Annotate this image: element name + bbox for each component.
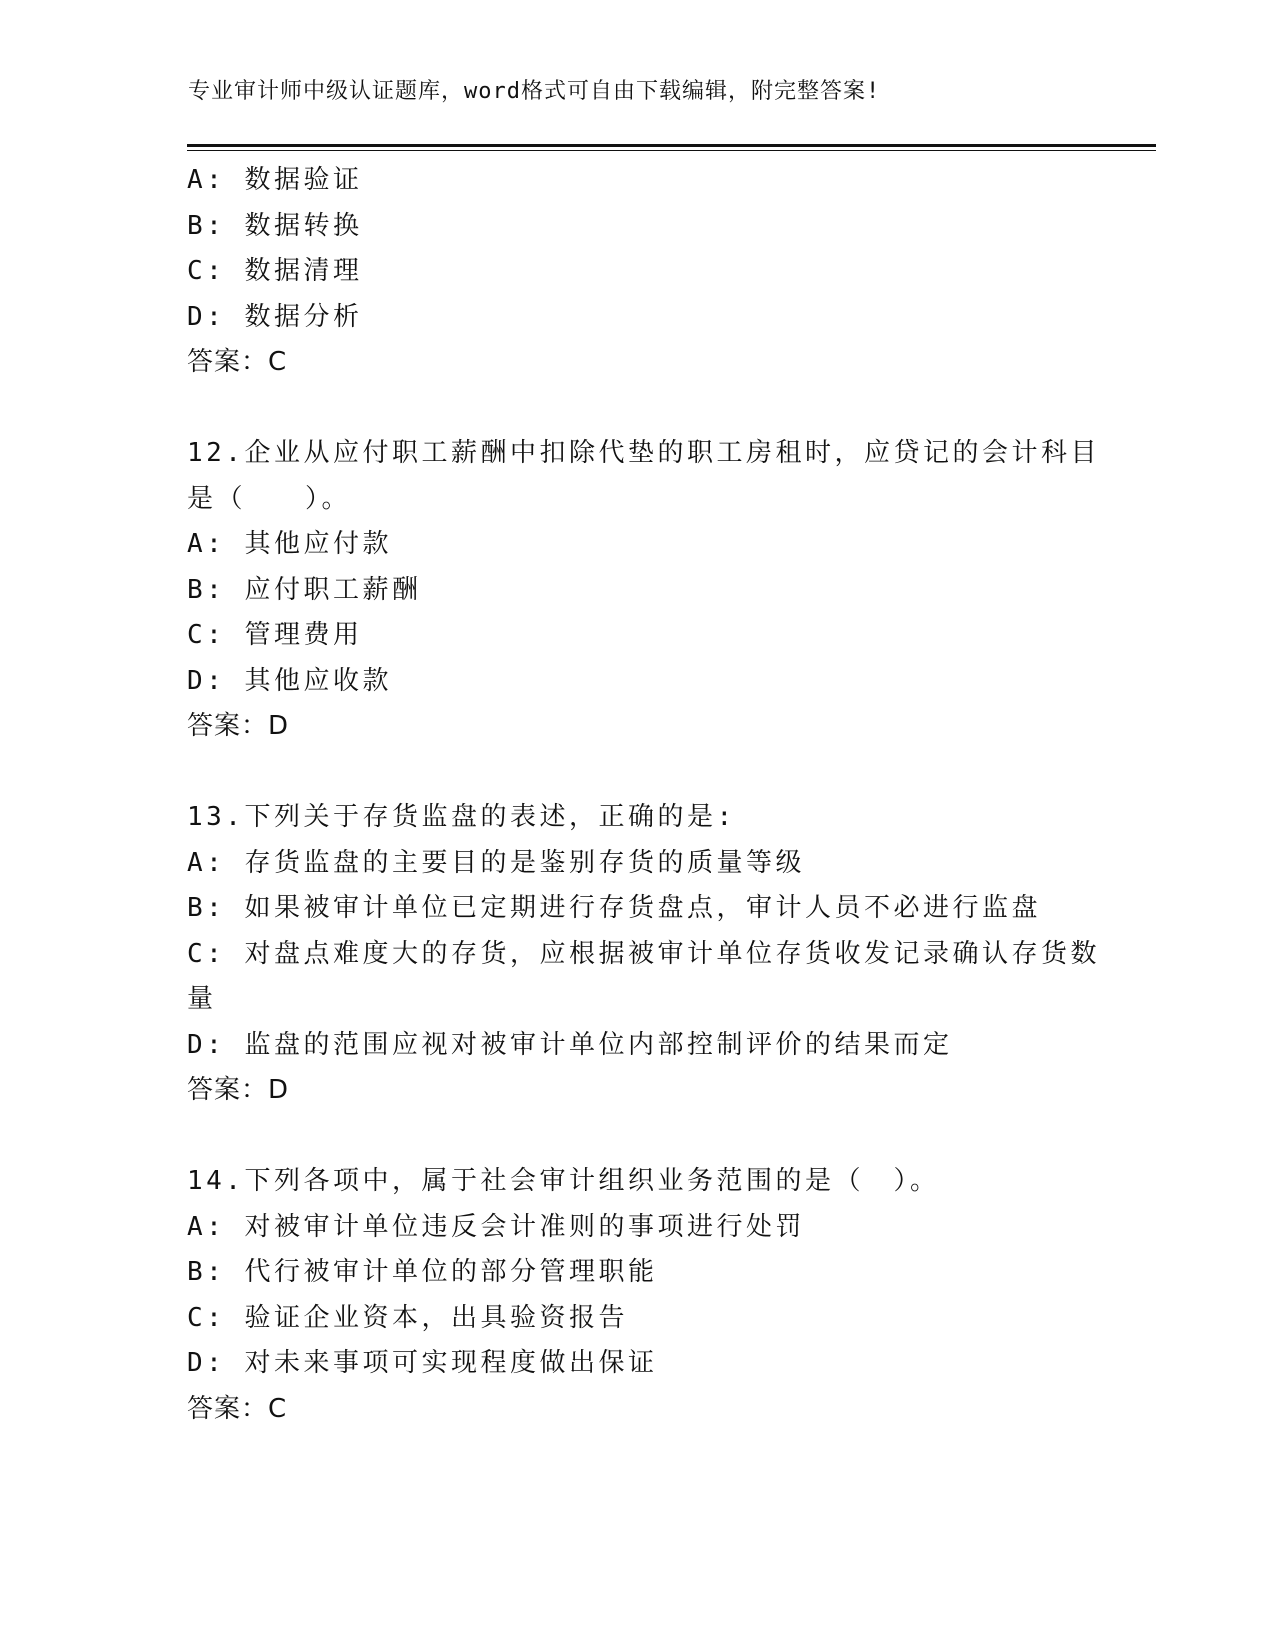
header-rule-thin — [187, 150, 1156, 151]
option-line: D: 其他应收款 — [187, 665, 392, 696]
option-line: A: 存货监盘的主要目的是鉴别存货的质量等级 — [187, 847, 805, 878]
answer-line: 答案：D — [187, 1075, 290, 1105]
option-line: C: 管理费用 — [187, 620, 363, 650]
question-block — [187, 795, 1100, 1114]
option-line: C: 对盘点难度大的存货，应根据被审计单位存货收发记录确认存货数 — [187, 938, 1100, 969]
option-line: C: 数据清理 — [187, 256, 363, 286]
option-line: A: 其他应付款 — [187, 529, 392, 559]
block-spacer — [187, 750, 1087, 796]
block-spacer — [187, 1114, 1087, 1160]
option-line: A: 数据验证 — [187, 165, 363, 195]
option-line: B: 代行被审计单位的部分管理职能 — [187, 1257, 658, 1287]
option-line: A: 对被审计单位违反会计准则的事项进行处罚 — [187, 1211, 805, 1242]
option-line: D: 数据分析 — [187, 301, 363, 332]
option-line-continuation: 量 — [187, 984, 217, 1014]
option-line: B: 数据转换 — [187, 210, 363, 241]
header-rule-thick — [187, 144, 1156, 147]
answer-line: 答案：C — [187, 1393, 288, 1424]
answer-line: 答案：C — [187, 347, 288, 377]
question-stem: 是（ ）。 — [187, 483, 352, 514]
question-block — [187, 158, 1087, 386]
question-stem: 14.下列各项中，属于社会审计组织业务范围的是（ ）。 — [187, 1166, 940, 1196]
block-spacer — [187, 386, 1087, 432]
option-line: B: 如果被审计单位已定期进行存货盘点，审计人员不必进行监盘 — [187, 893, 1041, 923]
option-line: C: 验证企业资本，出具验资报告 — [187, 1302, 628, 1333]
option-line: D: 监盘的范围应视对被审计单位内部控制评价的结果而定 — [187, 1029, 953, 1060]
question-content — [187, 158, 1100, 1432]
option-line: D: 对未来事项可实现程度做出保证 — [187, 1348, 658, 1378]
question-block — [187, 431, 1100, 750]
answer-line: 答案：D — [187, 711, 290, 741]
option-line: B: 应付职工薪酬 — [187, 574, 422, 605]
page-header: 专业审计师中级认证题库，word格式可自由下载编辑，附完整答案! — [188, 79, 881, 104]
question-stem: 13.下列关于存货监盘的表述，正确的是: — [187, 802, 736, 832]
question-stem: 12.企业从应付职工薪酬中扣除代垫的职工房租时，应贷记的会计科目 — [187, 438, 1100, 468]
question-block — [187, 1159, 1087, 1432]
